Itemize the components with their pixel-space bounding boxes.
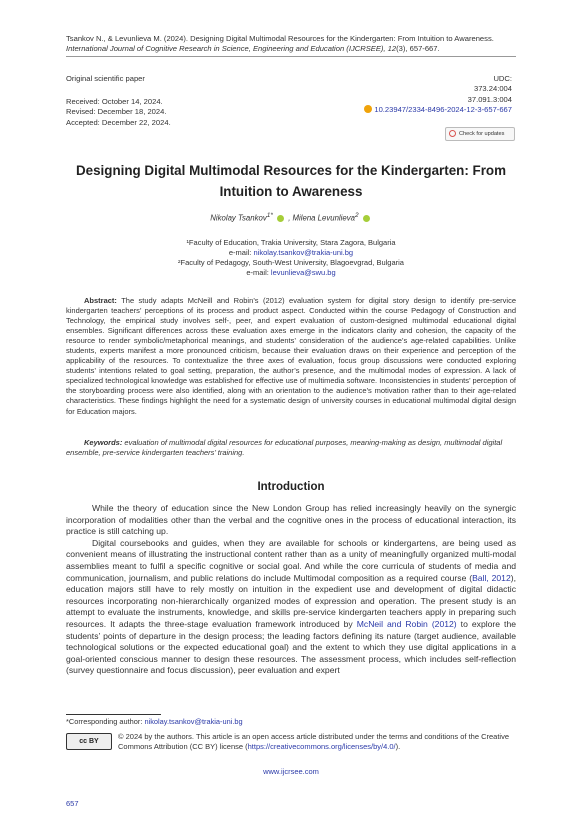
author-2-email-link[interactable]: levunlieva@swu.bg: [270, 268, 336, 277]
journal-volume: 12: [387, 44, 397, 53]
orcid-icon[interactable]: [277, 215, 284, 222]
affiliation-2: ²Faculty of Pedagogy, South-West University, Blagoevgrad, Bulgaria: [178, 258, 404, 267]
license-part-a: © 2024 by the authors. This article is an open access article distributed under the terms and conditions of the Creative Commons Attribution (CC BY) license (: [118, 732, 510, 751]
cc-by-icon[interactable]: cc BY: [66, 733, 112, 750]
license-part-b: ).: [395, 741, 401, 751]
abstract-label: Abstract:: [84, 296, 117, 305]
author-2: Milena Levunlieva: [292, 213, 355, 223]
intro-paragraph-1: While the theory of education since the New London Group has relied increasingly heavily on the synergic incorporation of modalities other than the verbal and the cognitive ones in the process of educational interaction, its practice is still catching up.: [66, 503, 516, 537]
running-header: [66, 34, 536, 54]
email-label: e-mail:: [228, 248, 254, 257]
footnote-rule: [66, 714, 161, 715]
udc-block: [316, 74, 512, 115]
udc-code-1: 373.24:004: [473, 84, 512, 94]
email-label: e-mail:: [246, 268, 271, 277]
affiliations: [66, 238, 516, 278]
udc-label: UDC:: [493, 74, 512, 83]
doi-line: [316, 105, 512, 115]
abstract: [66, 296, 516, 417]
intro-p2-part-b: ), education majors still have to rely mostly on intuition in the expedient use and development of digital didactic resources incorporating non-hierarchically organized modes of expression and operation. The present study is an attempt to evaluate the instruments, knowledge, and skills pre-service kindergarten teachers apply in preparing such resources. It adapts the three-stage evaluation framework introduced by: [66, 572, 516, 629]
abstract-text: The study adapts McNeill and Robin’s (2012) evaluation system for digital story design to identify pre-service kindergarten teachers’ perceptions of its process and product aspect. Conducted within the course Pedagogy of Construction and Technology, the empirical study involves self-, peer, and expert evaluation of custom-designed multimodal educational digital ensembles. Significant differences across these evaluation axes emerge in the indicators clarity and cohesion, the capacity of the resource to render symbolic/metaphorical meanings, and students’ consideration of the audience’s age-related capabilities. Unlike students, experts manifest a more pronounced criticism, because their evaluation draws on their experience and perception of the applicability of the resources. To contextualize the three axes of evaluation, focus group discussions were conducted exploring students’ intentions related to goal setting, preparation, the author’s presence, and the multimodal modes of expression. A lack of specialized technological knowledge was established for effective use of multimedia software. Inconsistencies in students’ perception of the storyboarding process were also identified, along with an orientation to the audience’s motivation rather than to their age-related characteristics. These findings highlight the need for a systematic design of university courses in educational multimodal digital design for Education majors.: [66, 296, 516, 416]
page-number: 657: [66, 799, 79, 808]
affiliation-2-email-line: [66, 268, 516, 278]
check-updates-icon: [449, 130, 456, 137]
intro-p2-part-c: to explore the students’ points of departure in the design process; the leading factors defining its nature (target audience, available technological solutions or the expected educational goal) and the extent to which they use digital applications in a goal-oriented conscious manner to design these resources. The assessment process, which includes self-reflection (survey questionnaire and focus discussion), peer evaluation and expert: [66, 618, 517, 676]
author-2-sup: 2: [354, 212, 359, 219]
journal-issue: (3), 657-667.: [396, 44, 440, 53]
citation-link-ball[interactable]: Ball, 2012: [472, 572, 511, 583]
journal-website: [66, 767, 516, 776]
affiliation-1: ¹Faculty of Education, Trakia University, Stara Zagora, Bulgaria: [186, 238, 396, 247]
keywords-text: evaluation of multimodal digital resources for educational purposes, meaning-making as design, multimodal digital ensemble, pre-service kindergarten teachers’ training.: [66, 438, 503, 457]
authors-separator: ,: [286, 213, 293, 223]
keywords: [66, 438, 516, 458]
affiliation-1-email-line: [66, 248, 516, 258]
corresponding-label: *Corresponding author:: [66, 717, 145, 726]
header-rule: [66, 56, 516, 57]
intro-p2-part-a: Digital coursebooks and guides, when they are available for schools or kindergartens, are being used as convenient means of illustrating the instructional content rather than as a unity of meaningfully organized multi-modal assemblies meant to fulfil a specific cognitive or social goal. And while the core curricula of students of media and communication, journalism, and public relations do include Multimodal composition as a required course (: [66, 537, 516, 583]
website-link[interactable]: www.ijcrsee.com: [263, 767, 319, 776]
check-updates-button[interactable]: [445, 127, 515, 141]
doi-link[interactable]: 10.23947/2334-8496-2024-12-3-657-667: [374, 104, 512, 114]
citation-text: Tsankov N., & Levunlieva M. (2024). Designing Digital Multimodal Resources for the Kindergarten: From Intuition to Awareness.: [66, 34, 494, 43]
author-1-email-link[interactable]: nikolay.tsankov@trakia-uni.bg: [253, 248, 354, 257]
doi-icon: [364, 105, 372, 113]
section-heading-introduction: Introduction: [257, 481, 325, 493]
license-text: [118, 732, 518, 751]
paper-type: Original scientific paper: [66, 74, 145, 83]
udc-code-2: 37.091.3:004: [467, 94, 512, 104]
accepted-date: Accepted: December 22, 2024.: [66, 117, 171, 127]
orcid-icon[interactable]: [363, 215, 370, 222]
journal-name: International Journal of Cognitive Research in Science, Engineering and Education (IJCRSEE),: [66, 44, 386, 53]
received-date: Received: October 14, 2024.: [66, 97, 163, 106]
author-1: Nikolay Tsankov: [210, 213, 267, 223]
introduction-body: [66, 503, 516, 677]
article-title: Designing Digital Multimodal Resources for the Kindergarten: From Intuition to Awareness: [75, 163, 507, 199]
dates-block: [66, 97, 171, 128]
intro-paragraph-2: [66, 538, 516, 677]
authors-line: [66, 212, 516, 223]
corresponding-author: [66, 717, 243, 726]
keywords-label: Keywords:: [84, 438, 123, 447]
author-1-sup: 1*: [266, 212, 273, 219]
license-url-link[interactable]: https://creativecommons.org/licenses/by/4.0/: [247, 741, 396, 751]
citation-link-mcneil[interactable]: McNeil and Robin (2012): [356, 618, 457, 629]
corresponding-email-link[interactable]: nikolay.tsankov@trakia-uni.bg: [144, 717, 243, 726]
revised-date: Revised: December 18, 2024.: [66, 107, 167, 117]
check-updates-label: Check for updates: [459, 131, 505, 137]
